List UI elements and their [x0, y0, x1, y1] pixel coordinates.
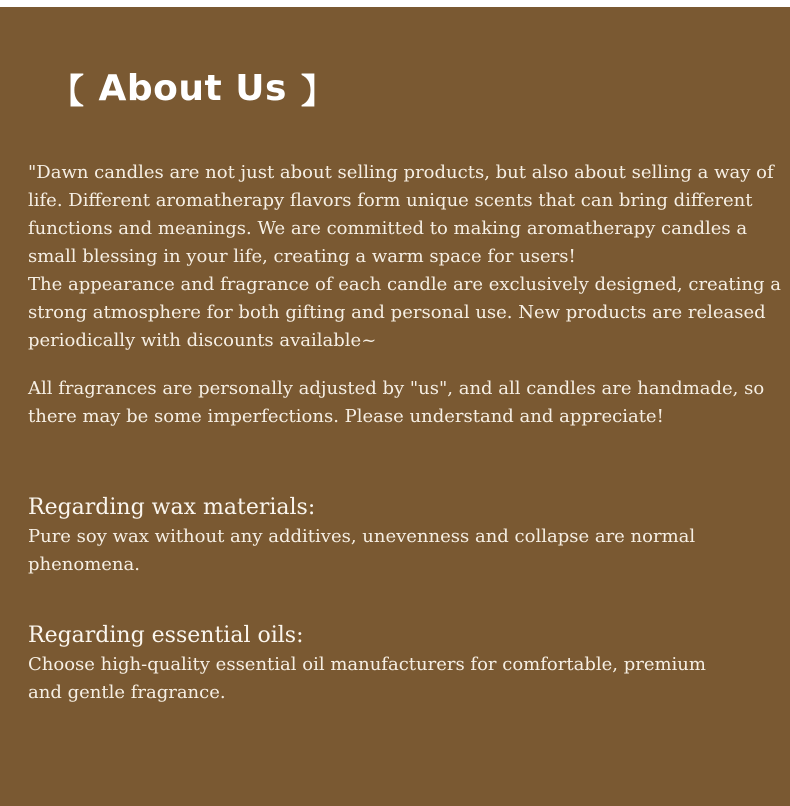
left-bracket: 【 [50, 71, 85, 112]
page-title [50, 61, 335, 115]
intro-paragraph [28, 159, 781, 355]
handmade-line: All fragrances are personally adjusted by "us", and all candles are handmade, so [28, 378, 765, 399]
intro-line: functions and meanings. We are committed to making aromatherapy candles a [28, 218, 748, 239]
right-bracket: 】 [300, 71, 336, 112]
about-us-panel [0, 7, 790, 806]
handmade-line: there may be some imperfections. Please understand and appreciate! [28, 406, 664, 427]
intro-line: small blessing in your life, creating a warm space for users! [28, 246, 576, 267]
essential-oils-line: and gentle fragrance. [28, 682, 226, 703]
intro-line: "Dawn candles are not just about selling products, but also about selling a way of [28, 162, 774, 183]
wax-materials-line: phenomena. [28, 554, 140, 575]
essential-oils-section [28, 621, 778, 707]
essential-oils-line: Choose high-quality essential oil manufacturers for comfortable, premium [28, 654, 706, 675]
intro-line: strong atmosphere for both gifting and personal use. New products are released [28, 302, 766, 323]
title-text: About Us [98, 67, 287, 109]
intro-line: The appearance and fragrance of each candle are exclusively designed, creating a [28, 274, 781, 295]
wax-materials-section [28, 493, 778, 579]
wax-materials-heading: Regarding wax materials: [28, 495, 316, 520]
essential-oils-heading: Regarding essential oils: [28, 623, 304, 648]
intro-line: life. Different aromatherapy flavors form unique scents that can bring different [28, 190, 753, 211]
handmade-paragraph [28, 375, 778, 431]
wax-materials-line: Pure soy wax without any additives, unevenness and collapse are normal [28, 526, 696, 547]
intro-line: periodically with discounts available~ [28, 330, 377, 351]
